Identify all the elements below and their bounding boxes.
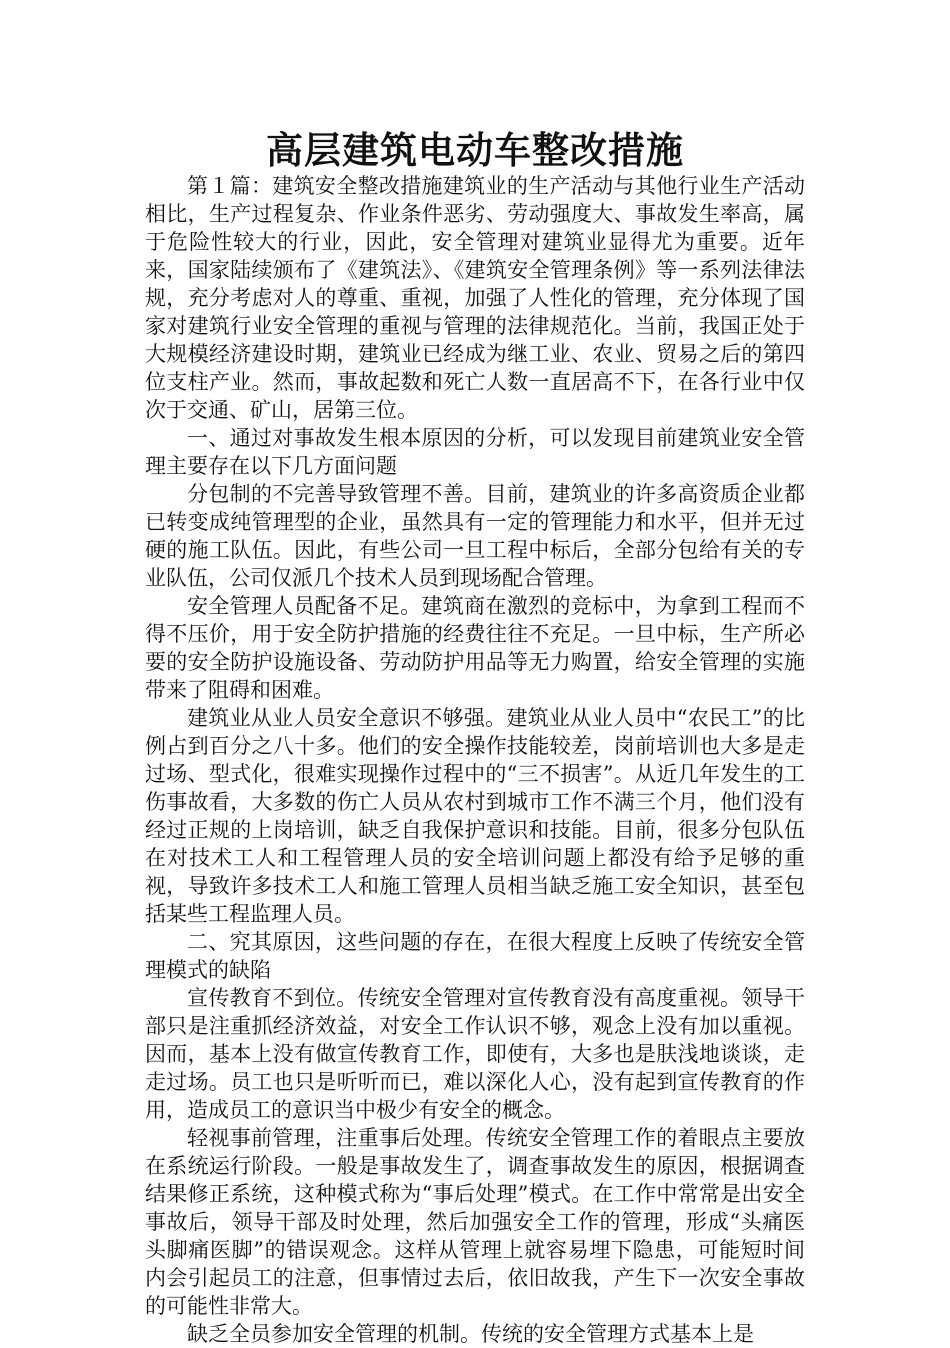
document-body bbox=[145, 172, 805, 1348]
section-heading: 一、通过对事故发生根本原因的分析，可以发现目前建筑业安全管理主要存在以下几方面问题 bbox=[145, 426, 805, 478]
paragraph: 建筑业从业人员安全意识不够强。建筑业从业人员中“农民工”的比例占到百分之八十多。他们的安全操作技能较差，岗前培训也大多是走过场、型式化，很难实现操作过程中的“三不损害”。从近几年发生的工伤事故看，大多数的伤亡人员从农村到城市工作不满三个月，他们没有经过正规的上岗培训，缺乏自我保护意识和技能。目前，很多分包队伍在对技术工人和工程管理人员的安全培训问题上都没有给予足够的重视，导致许多技术工人和施工管理人员相当缺乏施工安全知识，甚至包括某些工程监理人员。 bbox=[145, 706, 805, 926]
paragraph: 第１篇：建筑安全整改措施建筑业的生产活动与其他行业生产活动相比，生产过程复杂、作业条件恶劣、劳动强度大、事故发生率高，属于危险性较大的行业，因此，安全管理对建筑业显得尤为重要。近年来，国家陆续颁布了《建筑法》、《建筑安全管理条例》等一系列法律法规，充分考虑对人的尊重、重视，加强了人性化的管理，充分体现了国家对建筑行业安全管理的重视与管理的法律规范化。当前，我国正处于大规模经济建设时期，建筑业已经成为继工业、农业、贸易之后的第四位支柱产业。然而，事故起数和死亡人数一直居高不下，在各行业中仅次于交通、矿山，居第三位。 bbox=[145, 174, 805, 422]
section-heading: 二、究其原因，这些问题的存在，在很大程度上反映了传统安全管理模式的缺陷 bbox=[145, 930, 805, 982]
paragraph: 缺乏全员参加安全管理的机制。传统的安全管理方式基本上是 bbox=[187, 1322, 754, 1346]
document-title: 高层建筑电动车整改措施 bbox=[266, 128, 684, 172]
paragraph: 宣传教育不到位。传统安全管理对宣传教育没有高度重视。领导干部只是注重抓经济效益，对安全工作认识不够，观念上没有加以重视。因而，基本上没有做宣传教育工作，即使有，大多也是肤浅地谈谈，走走过场。员工也只是听听而已，难以深化人心，没有起到宣传教育的作用，造成员工的意识当中极少有安全的概念。 bbox=[145, 986, 805, 1122]
paragraph: 轻视事前管理，注重事后处理。传统安全管理工作的着眼点主要放在系统运行阶段。一般是事故发生了，调查事故发生的原因，根据调查结果修正系统，这种模式称为“事后处理”模式。在工作中常常是出安全事故后，领导干部及时处理，然后加强安全工作的管理，形成“头痛医头脚痛医脚”的错误观念。这样从管理上就容易埋下隐患，可能短时间内会引起员工的注意，但事情过去后，依旧故我，产生下一次安全事故的可能性非常大。 bbox=[145, 1126, 805, 1318]
paragraph: 分包制的不完善导致管理不善。目前，建筑业的许多高资质企业都已转变成纯管理型的企业，虽然具有一定的管理能力和水平，但并无过硬的施工队伍。因此，有些公司一旦工程中标后，全部分包给有关的专业队伍，公司仅派几个技术人员到现场配合管理。 bbox=[145, 482, 805, 590]
paragraph: 安全管理人员配备不足。建筑商在激烈的竞标中，为拿到工程而不得不压价，用于安全防护措施的经费往往不充足。一旦中标，生产所必要的安全防护设施设备、劳动防护用品等无力购置，给安全管理的实施带来了阻碍和困难。 bbox=[145, 594, 805, 702]
